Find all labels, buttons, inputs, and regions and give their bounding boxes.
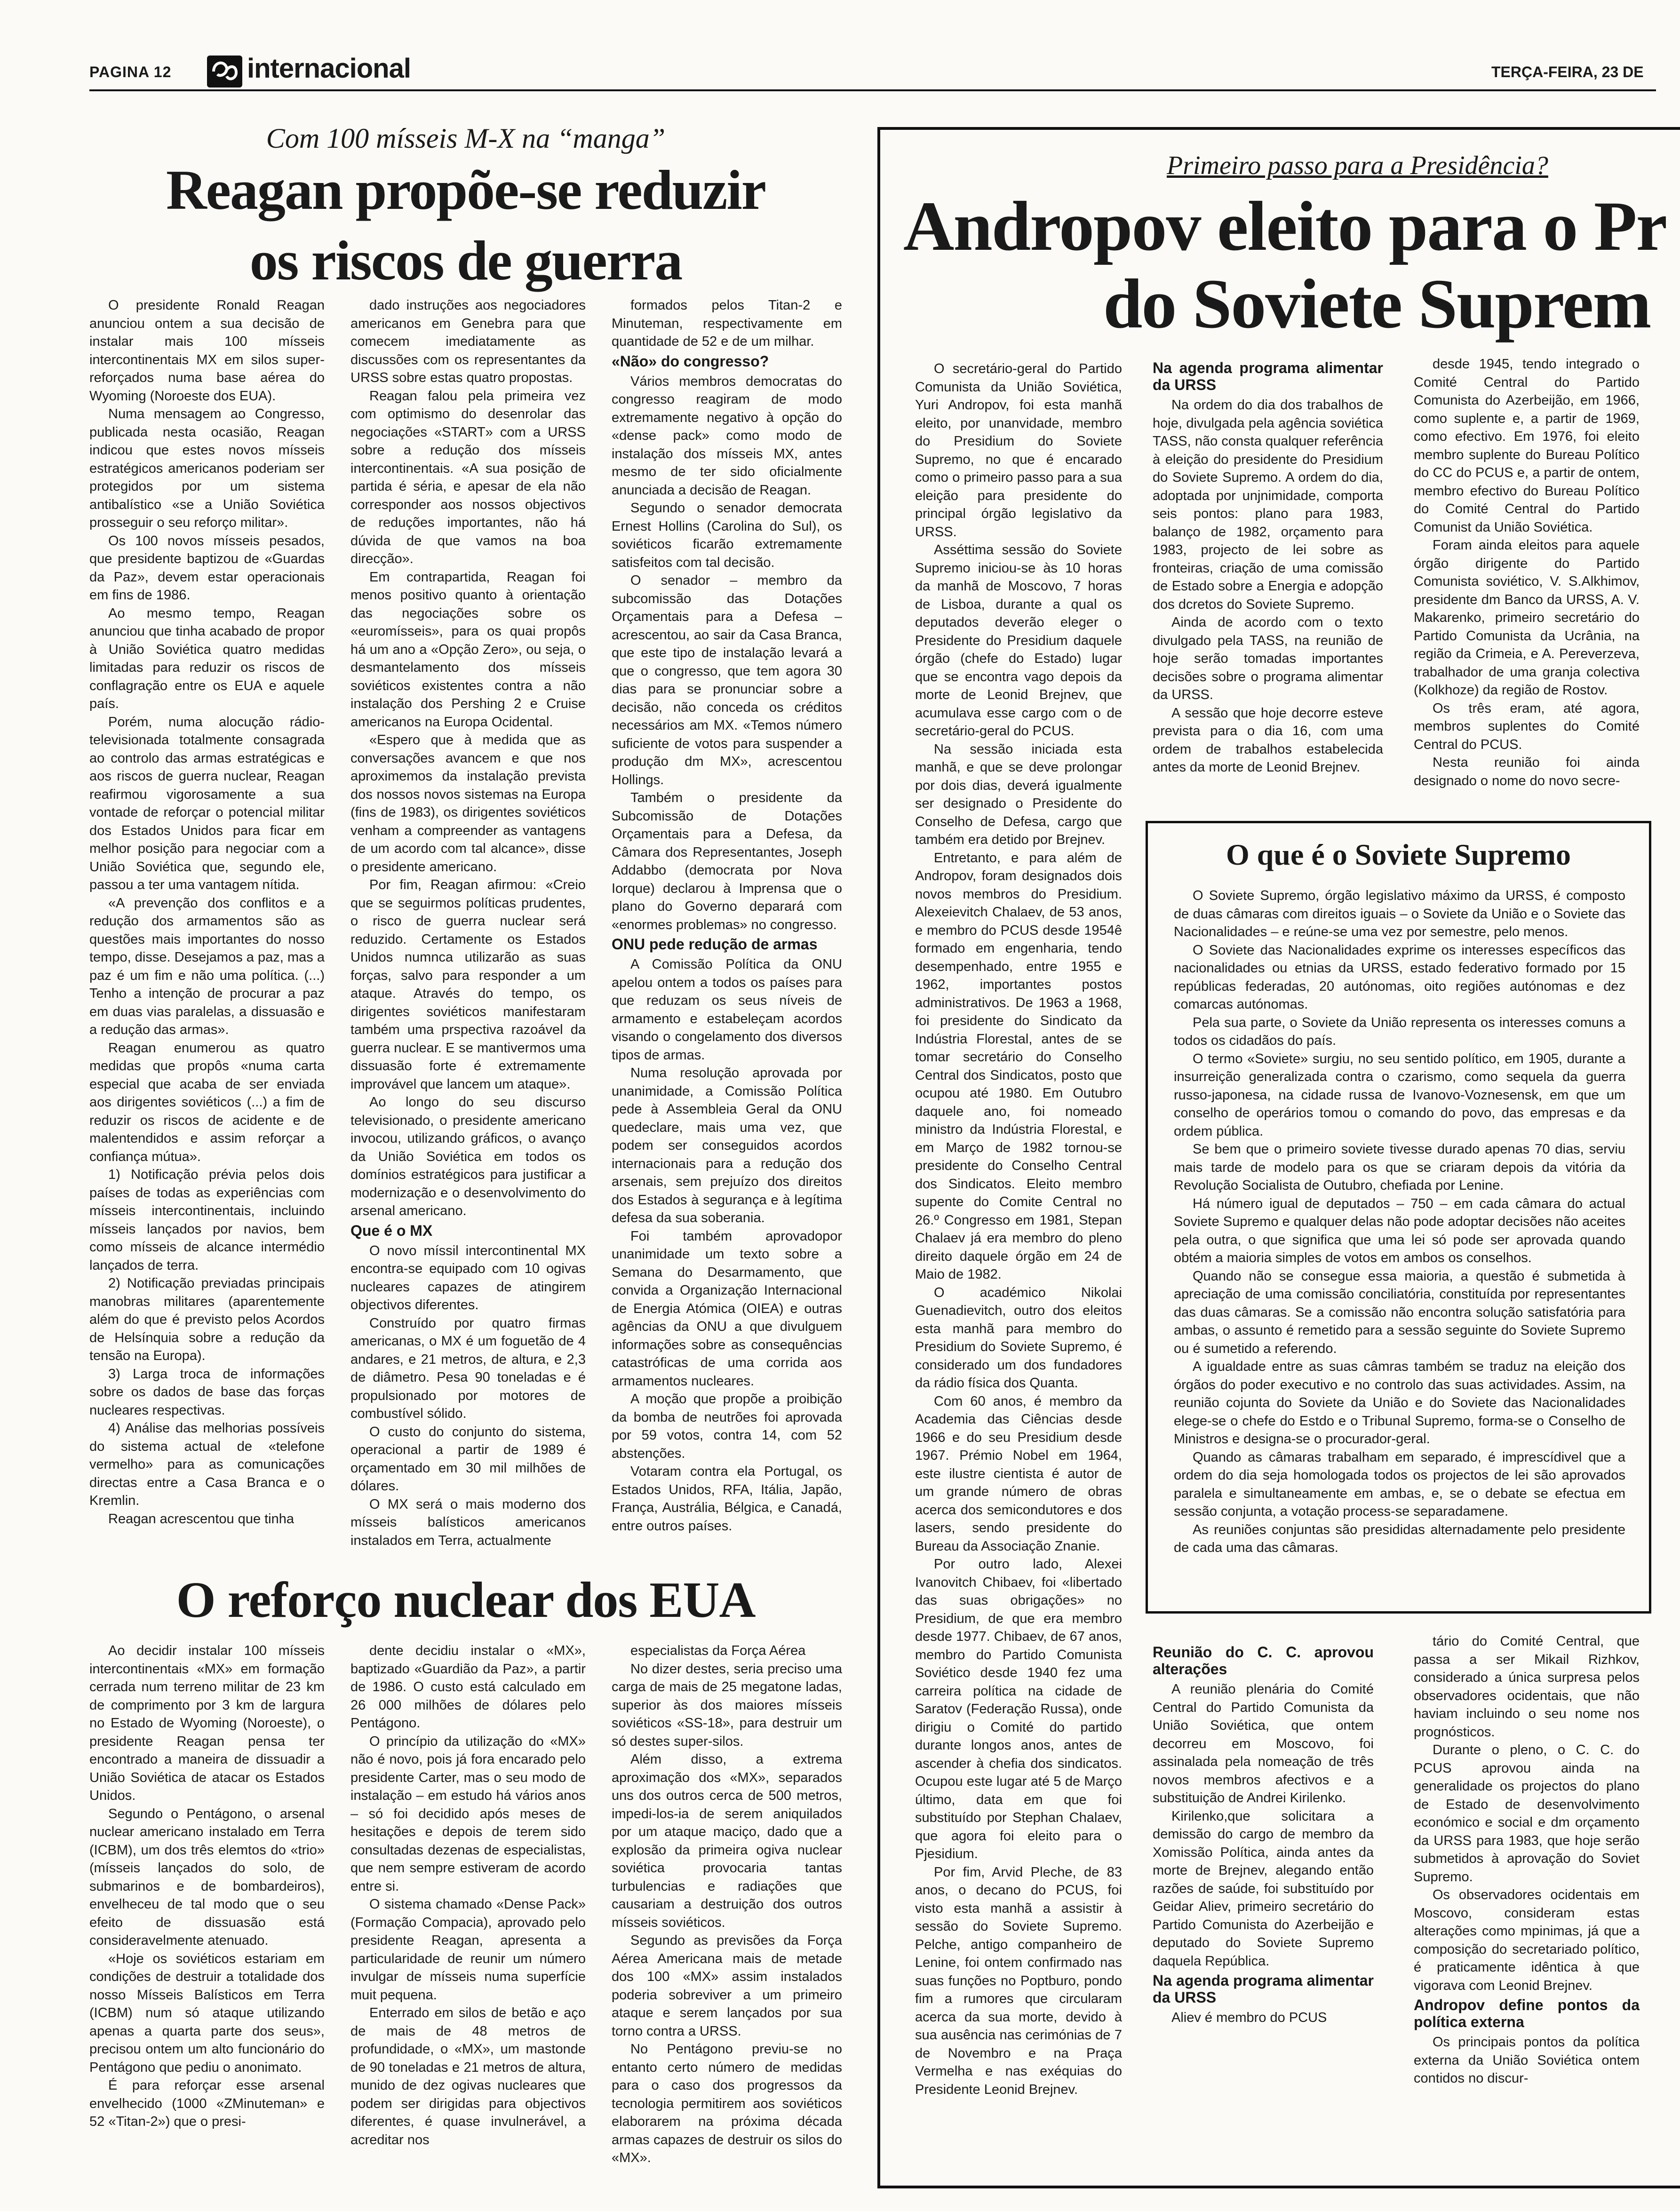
andropov-column-1 [915, 360, 1122, 2147]
andropov-headline-1: Andropov eleito para o Pr [903, 187, 1667, 265]
nuclear-headline: O reforço nuclear dos EUA [176, 1572, 756, 1628]
reagan-column-3 [612, 296, 842, 1548]
paragraph: Na ordem do dia dos trabalhos de hoje, divulgada pela agência soviética TASS, não consta qualquer referência à eleição do presidente do Presidium do Soviete Supremo. A ordem do dia, adoptada por unjnimidade, comporta seis pontos: plano para 1983, balanço de 1982, orçamento para 1983, projecto de lei sobre as fronteiras, criação de uma comissão de Estado sobre a Energia e adopção dos dcretos do Soviete Supremo. [1153, 398, 1383, 612]
subheading: Que é o MX [350, 1222, 433, 1239]
rizhkov-column [1414, 1632, 1640, 2164]
paragraph: O MX será o mais moderno dos mísseis balísticos americanos instalados em Terra, actualmente [350, 1496, 586, 1548]
paragraph: A sessão que hoje decorre esteve prevista para o dia 16, com uma ordem de trabalhos estabelecida antes da morte de Leonid Brejnev. [1153, 705, 1383, 775]
paragraph: O termo «Soviete» surgiu, no seu sentido político, em 1905, durante a insurreição generalizada contra o czarismo, como sequela da guerra russo-japonesa, na cidade russa de Ivanovo-Voznesensk, em que um conselho de operários tomou o comando do povo, das empresas e da ordem pública. [1174, 1051, 1625, 1139]
paragraph: O Soviete Supremo, órgão legislativo máximo da URSS, é composto de duas câmaras com direitos iguais – o Soviete da União e o Soviete das Nacionalidades – e reúne-se uma vez por semestre, pelo menos. [1174, 888, 1625, 939]
paragraph: Quando não se consegue essa maioria, a questão é submetida à apreciação de uma comissão conciliatória, constituída por representantes das duas câmaras. Se a comissão não encontra solução satisfatória para ambas, o assunto é remetido para a sessão seguinte do Soviete Supremo ou é sumetido a referendo. [1174, 1268, 1625, 1356]
paragraph: dado instruções aos negociadores americanos em Genebra para que comecem imediatamente as discussões com os representantes da URSS sobre estas quatro propostas. [350, 298, 586, 385]
paragraph: 1) Notificação prévia pelos dois países de todas as experiências com mísseis intercontinentais, incluindo mísseis lançados por navios, bem como mísseis de alcance intermédio lançados de terra. [89, 1167, 325, 1273]
subheading: Na agenda programa alimentar da URSS [1153, 1972, 1374, 2006]
paragraph: Foram ainda eleitos para aquele órgão dirigente do Partido Comunista soviético, V. S.Alkhimov, presidente dm Banco da URSS, A. V. Makarenko, primeiro secretário do Partido Comunista da Ucrânia, na região da Crimeia, e A. Pereverzeva, trabalhador de uma granja colectiva (Kolkhoze) da região de Rostov. [1414, 538, 1640, 698]
reagan-headline-1: Reagan propõe-se reduzir [166, 159, 766, 221]
reagan-kicker: Com 100 mísseis M-X na “manga” [266, 123, 666, 154]
paragraph: Quando as câmaras trabalham em separado, é imprescídivel que a ordem do dia seja homologada todos os projectos de lei são aprovados paralela e simultaneamente em ambas, e, se o debate se efectua em sessão conjunta, a votação process-se separadamene. [1174, 1449, 1625, 1519]
paragraph: O secretário-geral do Partido Comunista da União Soviética, Yuri Andropov, foi esta manhã eleito, por unanvidade, membro do Presidium do Soviete Supremo, no que é encarado como o primeiro passo para a sua eleição para presidente do principal órgão legislativo da URSS. [915, 361, 1122, 540]
paragraph: Se bem que o primeiro soviete tivesse durado apenas 70 dias, serviu mais tarde de modelo para os que se criaram depois da vitória da Revolução Socialista de Outubro, chefiada por Lenine. [1174, 1142, 1625, 1193]
paragraph: Numa resolução aprovada por unanimidade, a Comissão Política pede à Assembleia Geral da ONU quedeclare, mais uma vez, que podem ser conseguidos acordos internacionais para a redução dos arsenais, sem prejuízo dos direitos dos Estados à segurança e à legítima defesa da sua soberania. [612, 1066, 842, 1225]
paragraph: Votaram contra ela Portugal, os Estados Unidos, RFA, Itália, Japão, França, Austrália, Bélgica, e Canadá, entre outros países. [612, 1464, 842, 1534]
andropov-column-3 [1414, 355, 1640, 788]
paragraph: No Pentágono previu-se no entanto certo número de medidas para o caso dos progressos da tecnologia permitirem aos soviéticos elaborarem na próxima década armas capazes de destruir os silos do «MX». [612, 2042, 842, 2165]
paragraph: Os três eram, até agora, membros suplentes do Comité Central do PCUS. [1414, 700, 1640, 752]
paragraph: Foi também aprovadopor unanimidade um texto sobre a Semana do Desarmamento, que convida a Organização Internacional de Energia Atómica (OIEA) e outras agências da ONU a que divulguem informações sobre as consequências catastróficas de uma corrida aos armamentos nucleares. [612, 1228, 842, 1389]
paragraph: Segundo o senador democrata Ernest Hollins (Carolina do Sul), os soviéticos ficarão extremamente satisfeitos com tal decisão. [612, 501, 842, 570]
paragraph: Reagan acrescentou que tinha [108, 1511, 295, 1527]
paragraph: O académico Nikolai Guenadievitch, outro dos eleitos esta manhã para membro do Presidium do Soviete Supremo, é considerado um dos fundadores da rádio física dos Quanta. [915, 1285, 1122, 1391]
reagan-column-2 [350, 296, 586, 1557]
paragraph: Porém, numa alocução rádio-televisionada totalmente consagrada ao controlo das armas estratégicas e aos riscos de guerra nuclear, Reagan reafirmou vigorosamente a sua vontade de reforçar o potencial militar dos Estados Unidos para ficar em melhor posição para negociar com a União Soviética que, segundo ele, passou a ter uma vantagem nítida. [89, 714, 325, 892]
paragraph: dente decidiu instalar o «MX», baptizado «Guardião da Paz», a partir de 1986. O custo está calculado em 26 000 milhões de dólares pelo Pentágono. [350, 1643, 586, 1731]
paragraph: 4) Análise das melhorias possíveis do sistema actual de «telefone vermelho» para as comunicações directas entre a Casa Branca e o Kremlin. [89, 1421, 325, 1508]
paragraph: Asséttima sessão do Soviete Supremo iniciou-se às 10 horas da manhã de Moscovo, 7 horas de Lisboa, durante a qual os deputados deverão eleger o Presidente do Presidium daquele órgão (chefe do Estado) lugar que se encontra vago depois da morte de Leonid Brejnev, que acumulava esse cargo com o de secretário-geral do PCUS. [915, 542, 1122, 739]
paragraph: O sistema chamado «Dense Pack» (Formação Compacia), aprovado pelo presidente Reagan, apresenta a particularidade de reunir um número invulgar de mísseis numa superfície muit pequena. [350, 1897, 586, 2003]
paragraph: Com 60 anos, é membro da Academia das Ciências desde 1966 e do seu Presidium desde 1967. Prémio Nobel em 1964, este ilustre cientista é autor de um grande número de obras acerca dos semicondutores e dos lasers, sendo presidente do Bureau da Associação Znanie. [915, 1393, 1122, 1554]
andropov-headline-2: do Soviete Suprem [1103, 265, 1651, 343]
paragraph: Por fim, Reagan afirmou: «Creio que se seguirmos políticas prudentes, o risco de guerra nuclear será reduzido. Certamente os Estados Unidos numnca utilizarão as suas forças, salvo para responder a um ataque. Através do tempo, os dirigentes soviéticos manifestaram também uma prspectiva razoável da guerra nuclear. E se mantivermos uma dissuasão forte é extremamente improvável que lancem um ataque». [350, 877, 586, 1092]
paragraph: especialistas da Força Aérea [630, 1643, 806, 1658]
paragraph: A moção que propõe a proibição da bomba de neutrões foi aprovada por 59 votos, contra 14, com 52 abstenções. [612, 1392, 842, 1461]
paragraph: Entretanto, e para além de Andropov, foram designados dois novos membros do Presidium. Alexeievitch Chalaev, de 53 anos, e membro do PCUS desde 1954ê formado em engenharia, tendo desempenhado, entre 1955 e 1962, importantes postos administrativos. De 1963 a 1968, foi presidente do Sindicato da Indústria Florestal, antes de se tomar secretário do Conselho Central dos Sindicatos, posto que ocupou até 1980. Em Outubro daquele ano, foi nomeado ministro da Indústria Florestal, e em Março de 1982 tornou-se presidente do Conselho Central dos Sindicatos. Eleito membro supente do Comite Central no 26.º Congresso em 1981, Stepan Chalaev já era membro do pleno direito daquele órgão em 24 de Maio de 1982. [915, 850, 1122, 1282]
paragraph: Há número igual de deputados – 750 – em cada câmara do actual Soviete Supremo e qualquer delas não pode adoptar decisões não aceites pela outra, o que significa que uma lei só pode ser aprovada quando obtém a maioria simples de votos em ambos os conselhos. [1174, 1196, 1625, 1265]
paragraph: Segundo as previsões da Força Aérea Americana mais de metade dos 100 «MX» assim instalados poderia sobreviver a um primeiro ataque e serem lançados por sua torno contra a URSS. [612, 1933, 842, 2039]
subheading: Na agenda programa alimentar da URSS [1153, 359, 1383, 393]
reagan-column-1 [89, 296, 325, 1557]
paragraph: «A prevenção dos conflitos e a redução dos armamentos são as questões mais importantes do nosso tempo, disse. Desejamos a paz, mas a paz é um fim e não uma política. (...) Tenho a intenção de procurar a paz em duas vias paralelas, a dissuasão e a redução das armas». [89, 895, 325, 1037]
paragraph: Por outro lado, Alexei Ivanovitch Chibaev, foi «libertado das suas obrigações» no Presidium, de que era membro desde 1977. Chibaev, de 67 anos, membro do Partido Comunista Soviético desde 1940 fez uma carreira política na cidade de Saratov (Federação Russa), onde dirigiu o Comité do partido durante longos anos, antes de ascender à chefia dos sindicatos. Ocupou este lugar até 5 de Março último, data em que foi substituído por Stephan Chalaev, que agora foi eleito para o Pjesidium. [915, 1557, 1122, 1861]
paragraph: Numa mensagem ao Congresso, publicada nesta ocasião, Reagan indicou que estes novos mísseis estratégicos americanos poderiam ser protegidos por um sistema antibalístico «se a União Soviética prosseguir o seu reforço militar». [89, 406, 325, 530]
paragraph: 2) Notificação previadas principais manobras militares (aparentemente além do que é previsto pelos Acordos de Helsínquia sobre a redução da tensão na Europa). [89, 1276, 325, 1363]
subheading: ONU pede redução de armas [612, 936, 818, 953]
paragraph: A Comissão Política da ONU apelou ontem a todos os países para que reduzam os seus níveis de armamento e estabeleçam acordos visando o congelamento dos diversos tipos de armas. [612, 957, 842, 1063]
paragraph: A reunião plenária do Comité Central do Partido Comunista da União Soviética, que ontem decorreu em Moscovo, foi assinalada pela nomeação de três novos membros afectivos e a substituição de Andrei Kirilenko. [1153, 1682, 1374, 1805]
section-logo-icon [207, 56, 242, 87]
paragraph: Reagan falou pela primeira vez com optimismo do desenrolar das negociações «START» com a URSS sobre a redução dos mísseis intercontinentais. «A sua posição de partida é séria, e apesar de ela não corresponder aos nossos objectivos de reduções importantes, não há dúvida de que vamos na boa direcção». [350, 388, 586, 566]
paragraph: As reuniões conjuntas são presididas alternadamente pelo presidente de cada uma das câmaras. [1174, 1522, 1625, 1555]
paragraph: O senador – membro da subcomissão das Dotações Orçamentais para a Defesa – acrescentou, ao sair da Casa Branca, que este tipo de instalação levará a que o congresso, que tem agora 30 dias para se pronunciar sobre a decisão, não conceda os créditos necessários am MX. «Temos número suficiente de votos para suspender a produção dm MX», acrescentou Hollings. [612, 573, 842, 787]
paragraph: É para reforçar esse arsenal envelhecido (1000 «ZMinuteman» e 52 «Titan-2») que o presi- [89, 2078, 325, 2129]
paragraph: Por fim, Arvid Pleche, de 83 anos, o decano do PCUS, foi visto esta manhã a assistir à sessão do Soviete Supremo. Pelche, antigo companheiro de Lenine, foi ontem confirmado nas suas funções no Poptburo, pondo fim a rumores que circularam acerca da sua morte, devido à sua ausência nas cerimónias de 7 de Novembro e na Praça Vermelha e nas exéquias do Presidente Leonid Brejnev. [915, 1864, 1122, 2097]
paragraph: Ainda de acordo com o texto divulgado pela TASS, na reunião de hoje serão tomadas importantes decisões sobre o programa alimentar da URSS. [1153, 615, 1383, 702]
paragraph: Durante o pleno, o C. C. do PCUS aprovou ainda na generalidade os projectos do plano de Estado de desenvolvimento económico e social e dm orçamento da URSS para 1983, que hoje serão submetidos à aprovação do Soviet Supremo. [1414, 1742, 1640, 1885]
subheading: «Não» do congresso? [612, 352, 769, 370]
paragraph: O presidente Ronald Reagan anunciou ontem a sua decisão de instalar mais 100 mísseis intercontinentais MX em silos super-reforçados numa base aérea do Wyoming (Noroeste dos EUA). [89, 298, 325, 404]
paragraph: tário do Comité Central, que passa a ser Mikail Rizhkov, considerado a única surpresa pelos observadores ocidentais, que não haviam incluindo o seu nome nos prognósticos. [1414, 1634, 1640, 1740]
reagan-headline-2: os riscos de guerra [249, 229, 682, 292]
paragraph: Nesta reunião foi ainda designado o nome do novo secre- [1414, 755, 1640, 788]
paragraph: No dizer destes, seria preciso uma carga de mais de 25 megatone ladas, superior às dos maiores mísseis soviéticos «SS-18», para destruir um só destes super-silos. [612, 1661, 842, 1749]
paragraph: Os observadores ocidentais em Moscovo, consideram estas alterações como mpinimas, já que a composição do secretariado político, é praticamente idêntica à que vigorava com Leonid Brejnev. [1414, 1887, 1640, 1993]
paragraph: O custo do conjunto do sistema, operacional a partir de 1989 é orçamentado em 30 mil milhões de dólares. [350, 1424, 586, 1494]
paragraph: 3) Larga troca de informações sobre os dados de base das forças nucleares respectivas. [89, 1366, 325, 1418]
soviete-box-title: O que é o Soviete Supremo [1226, 838, 1571, 871]
paragraph: Em contrapartida, Reagan foi menos positivo quanto à orientação das negociações sobre os «euromísseis», para os quai propôs há um ano a «Opção Zero», ou seja, o desmantelamento dos mísseis soviéticos existentes contra a não instalação dos Pershing 2 e Cruise americanos na Europa Ocidental. [350, 569, 586, 730]
paragraph: Ao mesmo tempo, Reagan anunciou que tinha acabado de propor à União Soviética quatro medidas limitadas para reduzir os riscos de conflagração entre os EUA e aquele país. [89, 605, 325, 711]
paragraph: «Espero que à medida que as conversações avancem e que nos aproximemos da instalação prevista dos nossos novos sistemas na Europa (fins de 1983), os dirigentes soviéticos venham a compreender as vantagens de um acordo com tal alcance», disse o presidente americano. [350, 732, 586, 875]
andropov-column-2 [1153, 358, 1383, 775]
cc-column [1153, 1642, 1374, 2159]
paragraph: O princípio da utilização do «MX» não é novo, pois já fora encarado pelo presidente Carter, mas o seu modo de instalação – em estudo há vários anos – só foi decidido após meses de hesitações e depois de terem sido consultadas dezenas de especialistas, que nem sempre estiveram de acordo entre si. [350, 1734, 586, 1894]
paragraph: Os 100 novos mísseis pesados, que presidente baptizou de «Guardas da Paz», devem estar operacionais em fins de 1986. [89, 533, 325, 603]
paragraph: desde 1945, tendo integrado o Comité Central do Partido Comunista do Azerbeijão, em 1966, como suplente e, a partir de 1969, como efectivo. Em 1976, foi eleito membro suplente do Bureau Político do CC do PCUS e, a partir de ontem, membro efectivo do Bureau Político do Comité Central do Partido Comunist da União Soviética. [1414, 357, 1640, 535]
subheading: Andropov define pontos da política externa [1414, 1996, 1640, 2030]
paragraph: Pela sua parte, o Soviete da União representa os interesses comuns a todos os cidadãos do país. [1174, 1015, 1625, 1048]
soviete-box [1146, 821, 1651, 1614]
paragraph: formados pelos Titan-2 e Minuteman, respectivamente em quantidade de 52 e de um milhar. [612, 298, 842, 349]
masthead-rule [89, 89, 1656, 91]
nuclear-column-3 [612, 1642, 842, 2183]
paragraph: Ao decidir instalar 100 mísseis intercontinentais «MX» em formação cerrada num terreno militar de 23 km de comprimento por 3 km de largura no Estado de Wyoming (Noroeste), o presidente Reagan pensa ter encontrado a maneira de dissuadir a União Soviética de atacar os Estados Unidos. [89, 1643, 325, 1803]
paragraph: Enterrado em silos de betão e aço de mais de 48 metros de profundidade, o «MX», um mastonde de 90 toneladas e 21 metros de altura, munido de dez ogivas nucleares que podem ser dirigidas para objectivos diferentes, é quase invulnerável, a acreditar nos [350, 2005, 586, 2147]
paragraph: Os principais pontos da política externa da União Soviética ontem contidos no discur- [1414, 2035, 1640, 2086]
paragraph: Também o presidente da Subcomissão de Dotações Orçamentais para a Defesa, da Câmara dos Representantes, Joseph Addabbo (democrata por Nova Iorque) declarou à Imprensa que o plano do Governo deparará com «enormes problemas» no congresso. [612, 790, 842, 932]
paragraph: Além disso, a extrema aproximação dos «MX», separados uns dos outros cerca de 500 metros, impedi-los-ia de serem aniquilados por um ataque maciço, dado que a explosão da primeira ogiva nuclear soviética provocaria tantas turbulencias e radiações que causariam a destruição dos outros mísseis soviéticos. [612, 1752, 842, 1930]
paragraph: Segundo o Pentágono, o arsenal nuclear americano instalado em Terra (ICBM), um dos três elemtos do «trio» (mísseis lançados do solo, de submarinos e de bombardeiros), envelheceu de tal modo que o seu efeito de dissuasão está consideravelmente atenuado. [89, 1806, 325, 1948]
paragraph: Reagan enumerou as quatro medidas que propôs «numa carta especial que acaba de ser enviada aos dirigentes soviéticos (...) a fim de reduzir os riscos de acidente e de malentendidos e assim reforçar a confiança mútua». [89, 1040, 325, 1164]
page-date: TERÇA-FEIRA, 23 DE [1491, 64, 1644, 80]
paragraph: «Hoje os soviéticos estariam em condições de destruir a totalidade dos nosso Mísseis Balísticos em Terra (ICBM) num só ataque utilizando apenas a quarta parte dos seus», precisou ontem um alto funcionário do Pentágono que pediu o anonimato. [89, 1951, 325, 2075]
paragraph: O Soviete das Nacionalidades exprime os interesses específicos das nacionalidades ou etnias da URSS, estado federativo formado por 15 repúblicas federadas, 20 autónomas, oito regiões autónomas e dez comarcas autónomas. [1174, 942, 1625, 1012]
section-title: internacional [247, 53, 411, 84]
andropov-kicker: Primeiro passo para a Presidência? [1167, 151, 1548, 180]
nuclear-column-2 [350, 1642, 586, 2183]
soviete-box-text [1174, 887, 1625, 1602]
nuclear-column-1 [89, 1642, 325, 2183]
subheading: Reunião do C. C. aprovou alterações [1153, 1644, 1374, 1678]
paragraph: A igualdade entre as suas câmras também se traduz na eleição dos órgãos do poder executivo e no controlo das suas actividades. Assim, na reunião cojunta do Soviete da União e do Soviete das Nacionalidades elege-se o chefe do Estdo e o Tribunal Supremo, forma-se o Conselho de Ministros e designa-se o procurador-geral. [1174, 1359, 1625, 1447]
paragraph: Ao longo do seu discurso televisionado, o presidente americano invocou, utilizando gráficos, o avanço da União Soviética em todos os domínios estratégicos para justificar a modernização e o desenvolvimento do arsenal americano. [350, 1095, 586, 1218]
paragraph: Kirilenko,que solicitara a demissão do cargo de membro da Xomissão Política, ainda antes da morte de Brejnev, alegando então razões de saúde, foi substituído por Geidar Aliev, primeiro secretário do Partido Comunista do Azerbeijão e deputado do Soviete Supremo daquela República. [1153, 1808, 1374, 1969]
paragraph: Construído por quatro firmas americanas, o MX é um foguetão de 4 andares, e 21 metros, de altura, e 2,3 de diâmetro. Pesa 90 toneladas e é propulsionado por motores de combustível sólido. [350, 1315, 586, 1421]
page-label: PAGINA 12 [89, 64, 172, 80]
paragraph: Vários membros democratas do congresso reagiram de modo extremamente negativo à opção do «dense pack» como modo de instalação dos mísseis MX, antes mesmo de ter sido oficialmente anunciada a decisão de Reagan. [612, 374, 842, 498]
paragraph: Na sessão iniciada esta manhã, e que se deve prolongar por dois dias, deverá igualmente ser designado o Presidente do Conselho de Defesa, cargo que também era detido por Brejnev. [915, 741, 1122, 847]
paragraph: Aliev é membro do PCUS [1171, 2010, 1327, 2025]
masthead [0, 0, 1656, 94]
paragraph: O novo míssil intercontinental MX encontra-se equipado com 10 ogivas nucleares capazes de atingirem objectivos diferentes. [350, 1243, 586, 1312]
